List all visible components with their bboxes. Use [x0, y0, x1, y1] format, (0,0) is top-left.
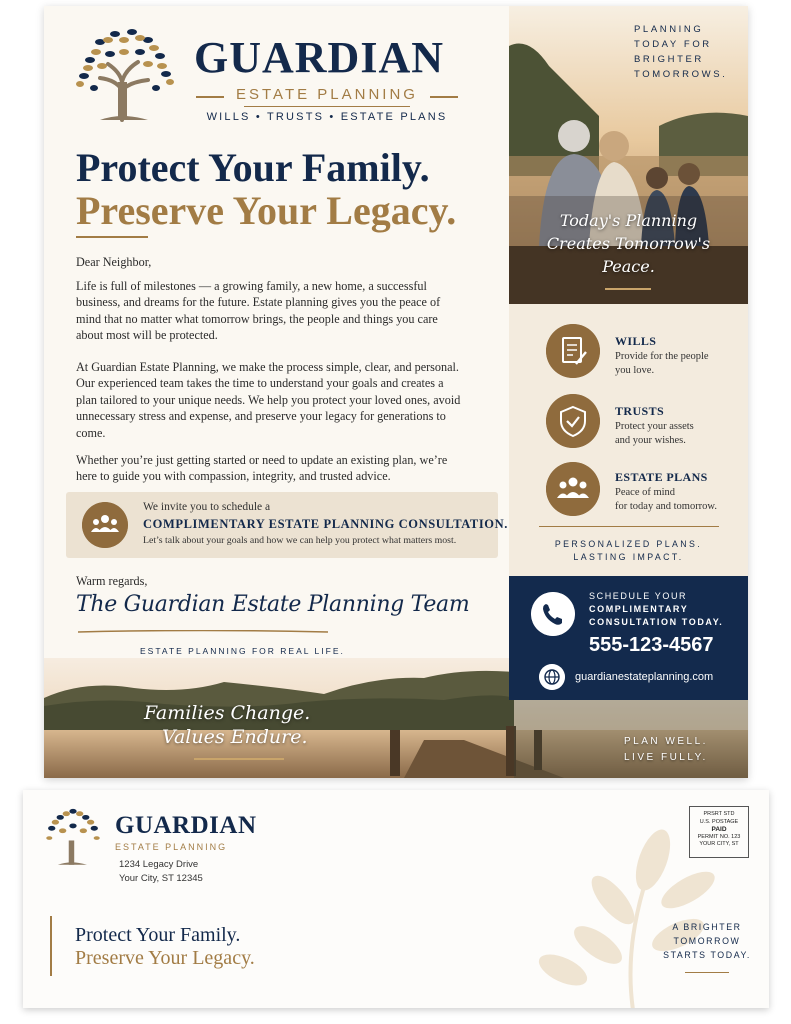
website-link[interactable]: guardianestateplanning.com	[575, 671, 714, 683]
brand-tagline: WILLS • TRUSTS • ESTATE PLANS	[206, 111, 448, 123]
envelope-accent-bar	[50, 916, 52, 976]
postage-line: PERMIT NO. 123	[697, 833, 741, 840]
photo-tagline-line: TOMORROWS.	[634, 69, 728, 80]
plan-well-line-2: LIVE FULLY.	[624, 752, 708, 763]
brand-name: GUARDIAN	[194, 33, 444, 82]
service-desc-line: Protect your assets	[615, 421, 694, 432]
signature: The Guardian Estate Planning Team	[76, 592, 470, 617]
phone-number-link[interactable]: 555-123-4567	[589, 634, 714, 656]
photo-script-line-2: Creates Tomorrow's	[546, 234, 711, 253]
photo-tagline	[634, 22, 734, 82]
service-desc-line: you love.	[615, 365, 655, 376]
cta-subtitle: Let’s talk about your goals and how we can help you protect what matters most.	[143, 535, 457, 546]
envelope-tagline-rule	[685, 972, 729, 973]
postage-indicia	[689, 806, 749, 858]
headline-rule	[76, 236, 148, 238]
plan-well-tagline	[624, 734, 708, 766]
headline-line-2: Preserve Your Legacy.	[76, 188, 457, 233]
phone-icon[interactable]	[531, 592, 575, 636]
postage-line: U.S. POSTAGE	[699, 818, 739, 825]
landscape-script-line-2: Values Endure.	[162, 726, 308, 748]
services-tagline	[509, 538, 748, 564]
plan-well-line-1: PLAN WELL.	[624, 736, 708, 747]
people-icon	[82, 502, 128, 548]
contact-label-line-3: CONSULTATION TODAY.	[589, 617, 724, 627]
return-address	[119, 858, 203, 886]
consultation-callout	[66, 492, 508, 558]
envelope-tagline-line: TOMORROW	[673, 936, 741, 946]
services-tagline-line-1: PERSONALIZED PLANS.	[554, 539, 703, 549]
envelope	[23, 790, 769, 1008]
contact-panel	[509, 576, 748, 700]
salutation: Dear Neighbor,	[76, 255, 152, 269]
photo-tagline-line: BRIGHTER	[634, 54, 704, 65]
brand-subtitle-group	[196, 86, 458, 108]
contact-label-line-1: SCHEDULE YOUR	[589, 591, 688, 601]
postage-paid: PAID	[711, 826, 727, 833]
shield-check-icon	[546, 394, 600, 448]
signature-tagline: ESTATE PLANNING FOR REAL LIFE.	[140, 646, 345, 656]
cta-title: COMPLIMENTARY ESTATE PLANNING CONSULTATION.	[143, 517, 508, 531]
envelope-tagline-line: STARTS TODAY.	[663, 950, 751, 960]
service-desc-wills	[615, 350, 740, 378]
postage-line: YOUR CITY, ST	[699, 841, 739, 847]
photo-tagline-line: PLANNING	[634, 24, 704, 35]
service-desc-line: for today and tomorrow.	[615, 501, 717, 512]
tree-icon	[70, 20, 180, 122]
address-line-1: 1234 Legacy Drive	[119, 859, 199, 870]
cta-intro: We invite you to schedule a	[143, 501, 271, 513]
landscape-rule	[194, 758, 284, 760]
envelope-tagline	[655, 920, 759, 962]
service-title-estate-plans: ESTATE PLANS	[615, 470, 708, 484]
envelope-tagline-line: A BRIGHTER	[672, 922, 742, 932]
services-rule	[539, 526, 719, 527]
photo-tagline-line: TODAY FOR	[634, 39, 712, 50]
service-desc-trusts	[615, 420, 740, 448]
services-tagline-line-2: LASTING IMPACT.	[573, 552, 684, 562]
envelope-brand-name: GUARDIAN	[115, 812, 257, 839]
tree-icon	[39, 804, 107, 866]
services-panel	[509, 304, 748, 576]
service-desc-line: Provide for the people	[615, 351, 709, 362]
document-pen-icon	[546, 324, 600, 378]
contact-label-line-2: COMPLIMENTARY	[589, 604, 689, 614]
service-title-trusts: TRUSTS	[615, 404, 665, 418]
body-paragraph: At Guardian Estate Planning, we make the process simple, clear, and personal. Our experienced team takes the time to understand your goals and creates a plan tailored to your unique needs. We help you protect your loved ones, avoid unnecessary stress and expense, and preserve your legacy for generations to come.	[76, 360, 461, 440]
envelope-brand-subtitle: ESTATE PLANNING	[115, 842, 228, 852]
letter-sheet	[44, 6, 748, 778]
globe-icon	[539, 664, 565, 690]
body-paragraph: Life is full of milestones — a growing family, a new home, a successful business, and dreams for the future. Estate planning gives you the peace of mind that no matter what tomorrow brings, the people and things you care about most will be protected.	[76, 279, 441, 343]
signature-flourish	[78, 630, 328, 633]
subtitle-underline	[244, 106, 410, 107]
family-icon	[546, 462, 600, 516]
photo-script-line-3: Peace.	[602, 257, 655, 276]
service-desc-estate-plans	[615, 486, 740, 514]
body-paragraph: Whether you’re just getting started or need to update an existing plan, we’re here to guide you with compassion, integrity, and trusted advice.	[76, 453, 448, 484]
brand-subtitle: ESTATE PLANNING	[236, 86, 418, 103]
subtitle-right-rule	[430, 96, 458, 98]
service-desc-line: and your wishes.	[615, 435, 686, 446]
photo-script-line-1: Today's Planning	[559, 211, 698, 230]
postage-line: PRSRT STD	[703, 811, 735, 817]
service-desc-line: Peace of mind	[615, 487, 676, 498]
envelope-headline-line-2: Preserve Your Legacy.	[75, 947, 255, 969]
headline-line-1: Protect Your Family.	[76, 145, 430, 190]
photo-script-rule	[605, 288, 651, 290]
family-photo-panel	[509, 6, 748, 304]
contact-label	[589, 590, 723, 629]
landscape-script-line-1: Families Change.	[144, 702, 311, 724]
address-line-2: Your City, ST 12345	[119, 873, 203, 884]
service-title-wills: WILLS	[615, 334, 657, 348]
envelope-headline-line-1: Protect Your Family.	[75, 924, 241, 946]
closing: Warm regards,	[76, 574, 148, 588]
